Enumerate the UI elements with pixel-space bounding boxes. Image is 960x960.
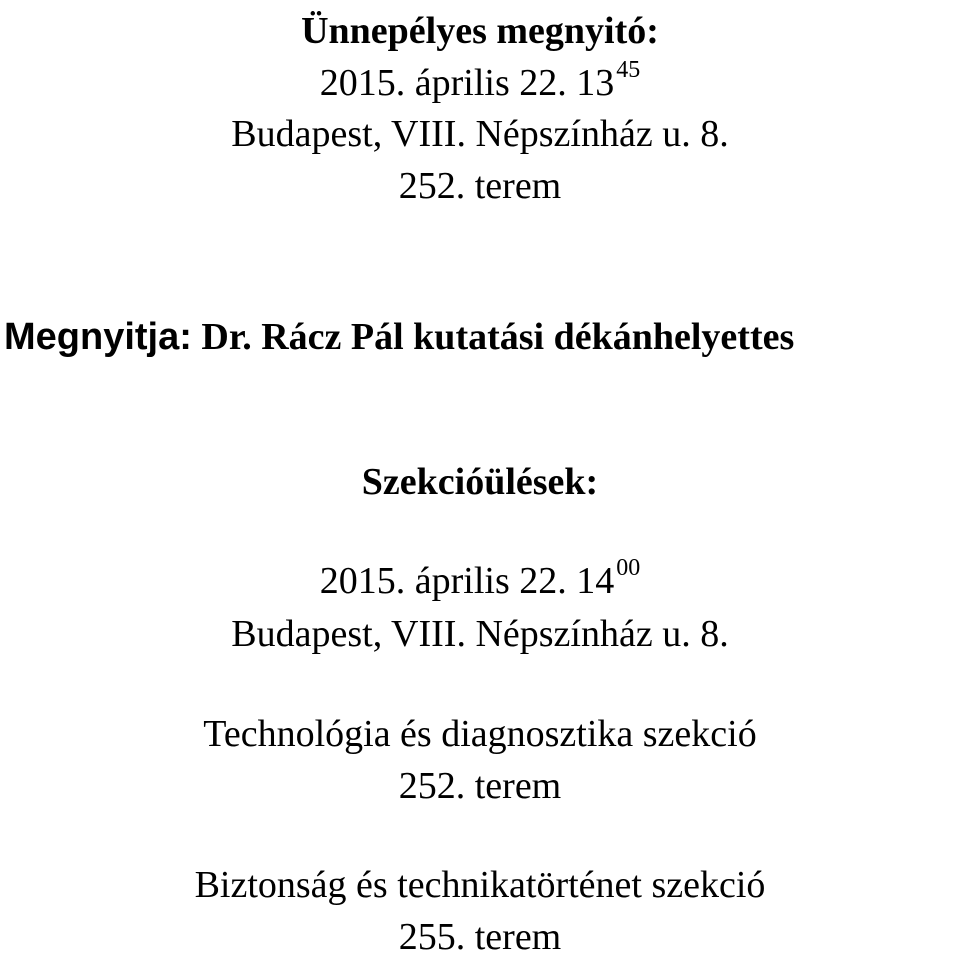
section-title: Technológia és diagnosztika szekció [203, 713, 757, 755]
section-room: 252. terem [398, 765, 562, 807]
section-title: Biztonság és technikatörténet szekció [194, 864, 766, 906]
sessions-address: Budapest, VIII. Népszínház u. 8. [231, 613, 729, 655]
opener-name: Dr. Rácz Pál kutatási dékánhelyettes [201, 316, 795, 358]
sessions-date [0, 555, 960, 604]
opening-time-minutes: 45 [616, 57, 641, 84]
sessions-title: Szekcióülések: [361, 461, 599, 503]
opening-date [0, 57, 960, 106]
opening-ceremony-title: Ünnepélyes megnyitó: [301, 10, 659, 52]
opening-address: Budapest, VIII. Népszínház u. 8. [231, 113, 729, 155]
opener-line [0, 314, 960, 360]
sessions-time-minutes: 00 [616, 555, 641, 582]
opener-label: Megnyitja: [4, 316, 192, 358]
section-room: 255. terem [398, 916, 562, 958]
sessions-date-text: 2015. április 22. 14 [319, 560, 615, 602]
opening-date-text: 2015. április 22. 13 [319, 62, 615, 104]
opening-room: 252. terem [398, 165, 562, 207]
